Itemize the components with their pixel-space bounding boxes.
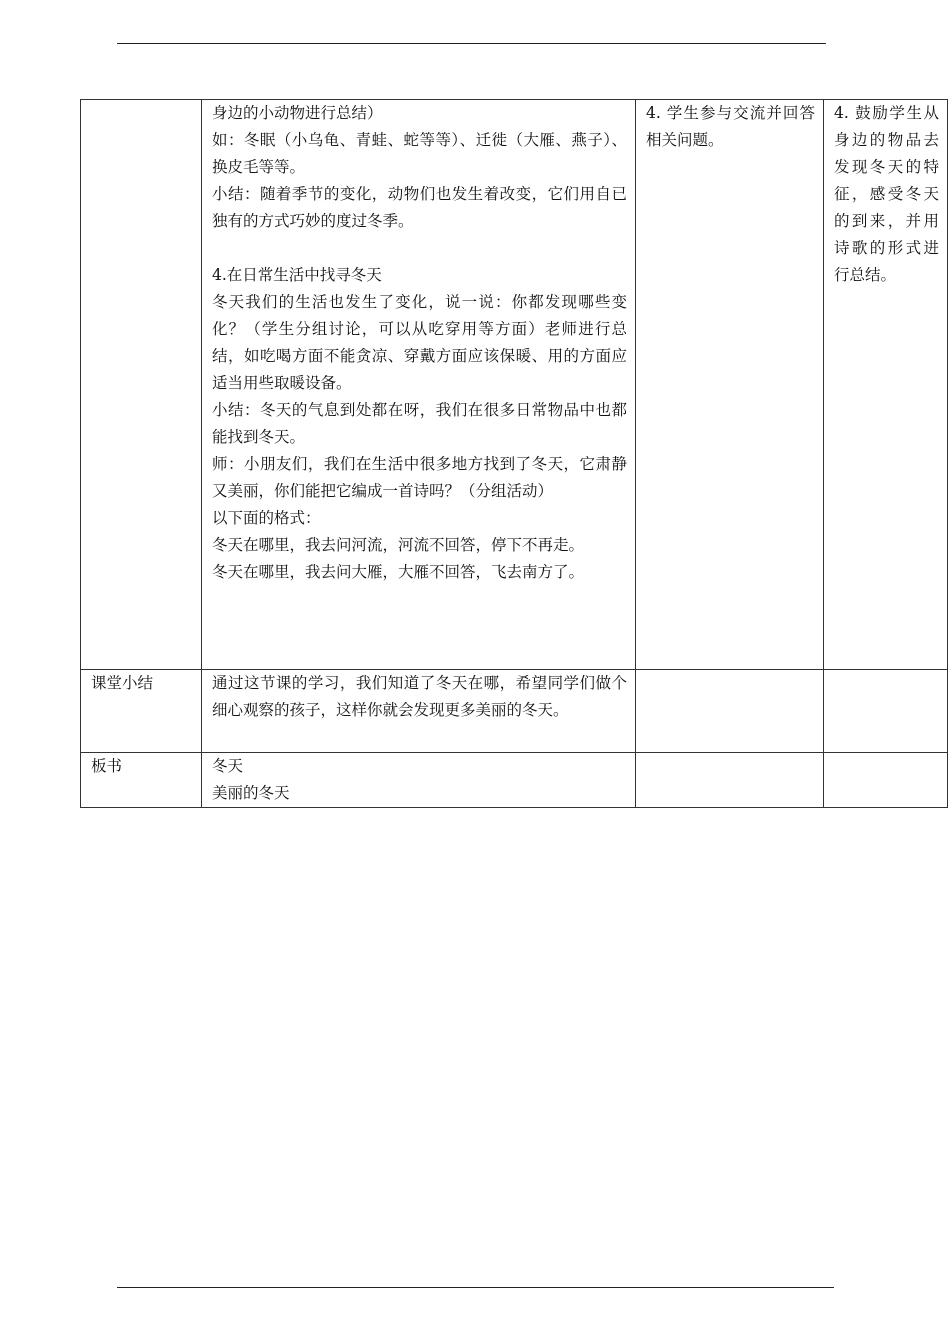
table-row-summary [81,670,948,753]
summary-text: 通过这节课的学习，我们知道了冬天在哪，希望同学们做个细心观察的孩子，这样你就会发现更多美丽的冬天。 [212,674,627,719]
teacher-paragraph-summary-animals: 小结：随着季节的变化，动物们也发生着改变，它们用自已独有的方式巧妙的度过冬季。 [212,185,627,230]
section-heading-daily-life: 4.在日常生活中找寻冬天 [212,266,382,284]
student-activity-cell [636,100,824,670]
teacher-paragraph-summary-daily: 小结：冬天的气息到处都在呀，我们在很多日常物品中也都能找到冬天。 [212,401,627,446]
paragraph-gap [212,235,627,262]
lesson-plan-table [80,99,948,808]
teacher-paragraph-discussion: 冬天我们的生活也发生了变化，说一说：你都发现哪些变化？（学生分组讨论，可以从吃穿用等方面）老师进行总结，如吃喝方面不能贪凉、穿戴方面应该保暖、用的方面应适当用些取暖设备。 [212,293,627,392]
teacher-paragraph-examples: 如：冬眠（小乌龟、青蛙、蛇等等）、迁徙（大雁、燕子）、换皮毛等等。 [212,131,627,176]
table-row-board [81,753,948,808]
row-label-cell [81,100,202,670]
board-text-cell [202,753,636,808]
table-row-activity [81,100,948,670]
teacher-paragraph-format: 以下面的格式： [212,509,321,527]
summary-text-cell [202,670,636,753]
footer-rule [117,1287,834,1288]
student-activity-text: 4. 学生参与交流并回答相关问题。 [646,104,815,149]
teacher-activity-cell [202,100,636,670]
poem-line-goose: 冬天在哪里，我去问大雁，大雁不回答，飞去南方了。 [212,563,585,581]
board-line-title: 冬天 [212,757,244,775]
design-intent-cell [824,100,948,670]
header-rule [117,43,826,44]
summary-intent-cell [824,670,948,753]
teacher-paragraph-poem-prompt: 师：小朋友们，我们在生活中很多地方找到了冬天，它肃静又美丽，你们能把它编成一首诗吗？（分组活动） [212,455,627,500]
board-line-subtitle: 美丽的冬天 [212,784,290,802]
teacher-paragraph-intro: 身边的小动物进行总结） [212,104,383,122]
poem-line-river: 冬天在哪里，我去问河流，河流不回答，停下不再走。 [212,536,585,554]
row-label-board: 板书 [81,753,202,808]
board-student-cell [636,753,824,808]
design-intent-text: 4. 鼓励学生从身边的物品去发现冬天的特征，感受冬天的到来，并用诗歌的形式进行总结。 [834,104,939,284]
board-intent-cell [824,753,948,808]
row-label-summary: 课堂小结 [81,670,202,753]
summary-student-cell [636,670,824,753]
